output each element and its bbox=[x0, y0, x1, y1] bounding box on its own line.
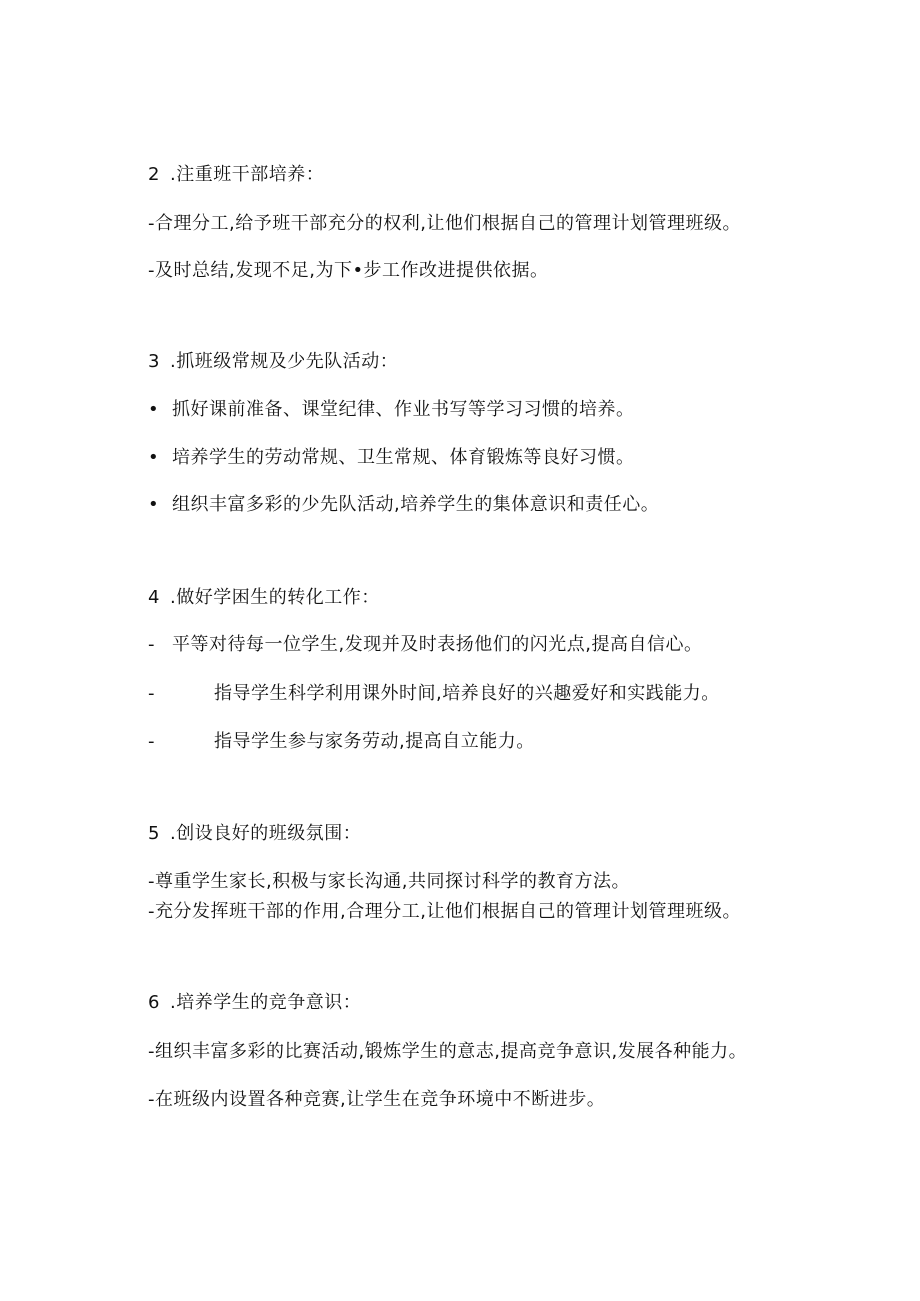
dash-mark: - bbox=[148, 634, 155, 655]
dash-mark: - bbox=[148, 731, 155, 752]
list-item-text: 培养学生的劳动常规、卫生常规、体育锻炼等良好习惯。 bbox=[172, 447, 635, 468]
list-item bbox=[148, 493, 659, 517]
list-item-text: 组织丰富多彩的少先队活动,培养学生的集体意识和责任心。 bbox=[172, 494, 660, 515]
list-item bbox=[148, 1088, 605, 1112]
section-number: 2 bbox=[148, 164, 160, 185]
dash-mark: - bbox=[148, 260, 155, 281]
dash-mark: - bbox=[148, 1089, 155, 1110]
list-item bbox=[148, 259, 549, 283]
bullet-mark: • bbox=[148, 447, 160, 468]
bullet-mark: • bbox=[148, 399, 160, 420]
list-item-text: 平等对待每一位学生,发现并及时表扬他们的闪光点,提高自信心。 bbox=[172, 634, 703, 655]
section-number: 3 bbox=[148, 351, 160, 372]
list-item bbox=[148, 1040, 747, 1064]
list-item bbox=[148, 212, 741, 236]
section-title: .抓班级常规及少先队活动： bbox=[170, 351, 399, 372]
list-item-text: 抓好课前准备、课堂纪律、作业书写等学习习惯的培养。 bbox=[172, 399, 635, 420]
section-number: 4 bbox=[148, 587, 160, 608]
list-item-text: 指导学生参与家务劳动,提高自立能力。 bbox=[214, 731, 535, 752]
dash-mark: - bbox=[148, 1041, 155, 1062]
list-item bbox=[148, 682, 720, 706]
dash-mark: - bbox=[148, 683, 155, 704]
section-number: 6 bbox=[148, 992, 160, 1013]
section-title: .培养学生的竞争意识： bbox=[170, 992, 362, 1013]
dash-mark: - bbox=[148, 901, 155, 922]
section-title: .注重班干部培养： bbox=[170, 164, 325, 185]
section-heading bbox=[148, 163, 324, 187]
list-item bbox=[148, 446, 635, 470]
bullet-mark: • bbox=[148, 494, 160, 515]
list-item bbox=[148, 900, 741, 924]
section-number: 5 bbox=[148, 823, 160, 844]
list-item-text: 组织丰富多彩的比赛活动,锻炼学生的意志,提高竞争意识,发展各种能力。 bbox=[155, 1041, 748, 1062]
list-item bbox=[148, 730, 535, 754]
list-item-text: 尊重学生家长,积极与家长沟通,共同探讨科学的教育方法。 bbox=[155, 871, 630, 892]
list-item bbox=[148, 633, 702, 657]
list-item-text: 及时总结,发现不足,为下•步工作改进提供依据。 bbox=[155, 260, 549, 281]
list-item-text: 指导学生科学利用课外时间,培养良好的兴趣爱好和实践能力。 bbox=[214, 683, 720, 704]
list-item-text: 合理分工,给予班干部充分的权利,让他们根据自己的管理计划管理班级。 bbox=[155, 213, 741, 234]
section-heading bbox=[148, 350, 398, 374]
section-title: .做好学困生的转化工作： bbox=[170, 587, 380, 608]
dash-mark: - bbox=[148, 871, 155, 892]
list-item bbox=[148, 398, 635, 422]
section-heading bbox=[148, 586, 380, 610]
section-title: .创设良好的班级氛围： bbox=[170, 823, 362, 844]
section-heading bbox=[148, 991, 361, 1015]
list-item-text: 在班级内设置各种竞赛,让学生在竞争环境中不断进步。 bbox=[155, 1089, 606, 1110]
dash-mark: - bbox=[148, 213, 155, 234]
list-item bbox=[148, 870, 630, 894]
list-item-text: 充分发挥班干部的作用,合理分工,让他们根据自己的管理计划管理班级。 bbox=[155, 901, 741, 922]
section-heading bbox=[148, 822, 361, 846]
